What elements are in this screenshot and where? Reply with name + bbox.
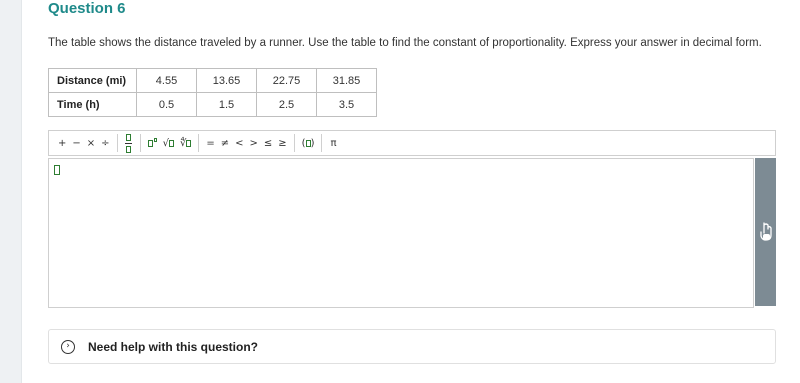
side-panel-tab[interactable] xyxy=(755,158,776,306)
math-toolbar xyxy=(48,130,776,156)
table-cell: 0.5 xyxy=(137,93,197,117)
row-header-distance: Distance (mi) xyxy=(49,69,137,93)
table-cell: 22.75 xyxy=(257,69,317,93)
minus-button[interactable]: − xyxy=(72,137,81,149)
plus-button[interactable]: + xyxy=(58,137,67,149)
equals-button[interactable]: = xyxy=(206,137,215,149)
parentheses-button[interactable]: ( ) xyxy=(301,137,315,149)
table-row xyxy=(49,69,377,93)
row-header-time: Time (h) xyxy=(49,93,137,117)
divide-button[interactable]: ÷ xyxy=(101,137,110,149)
question-prompt: The table shows the distance traveled by a runner. Use the table to find the constant of proportionality. Express your answer in decimal form. xyxy=(48,37,762,49)
toolbar-divider xyxy=(117,134,118,152)
math-editor xyxy=(48,130,776,308)
table-cell: 3.5 xyxy=(317,93,377,117)
toolbar-divider xyxy=(198,134,199,152)
answer-input[interactable] xyxy=(48,158,754,308)
question-title: Question 6 xyxy=(48,0,126,17)
fraction-icon xyxy=(125,134,132,153)
toolbar-divider xyxy=(321,134,322,152)
less-equal-button[interactable]: ≤ xyxy=(263,137,273,149)
sqrt-button[interactable] xyxy=(160,133,177,153)
help-panel[interactable] xyxy=(48,329,776,364)
fraction-button[interactable] xyxy=(122,133,136,153)
table-row xyxy=(49,93,377,117)
input-cursor-placeholder xyxy=(54,165,60,175)
help-text[interactable]: Need help with this question? xyxy=(88,339,259,354)
left-gutter xyxy=(0,0,22,383)
sqrt-icon: √ xyxy=(162,137,169,149)
nth-root-icon: ∜ xyxy=(179,137,187,149)
table-cell: 13.65 xyxy=(197,69,257,93)
table-cell: 2.5 xyxy=(257,93,317,117)
exponent-icon xyxy=(148,140,153,147)
times-button[interactable]: × xyxy=(86,137,96,149)
greater-than-button[interactable]: > xyxy=(249,137,258,149)
not-equal-button[interactable]: ≠ xyxy=(220,137,230,149)
exponent-button[interactable] xyxy=(145,133,160,153)
nth-root-button[interactable] xyxy=(177,133,194,153)
toolbar-divider xyxy=(140,134,141,152)
table-cell: 31.85 xyxy=(317,69,377,93)
hand-pointer-icon xyxy=(759,221,773,243)
greater-equal-button[interactable]: ≥ xyxy=(278,137,287,149)
table-cell: 1.5 xyxy=(197,93,257,117)
pi-button[interactable]: π xyxy=(330,137,337,149)
toolbar-divider xyxy=(294,134,295,152)
data-table xyxy=(48,68,377,117)
less-than-button[interactable]: < xyxy=(235,137,244,149)
table-cell: 4.55 xyxy=(137,69,197,93)
chevron-right-icon[interactable]: › xyxy=(61,340,75,354)
